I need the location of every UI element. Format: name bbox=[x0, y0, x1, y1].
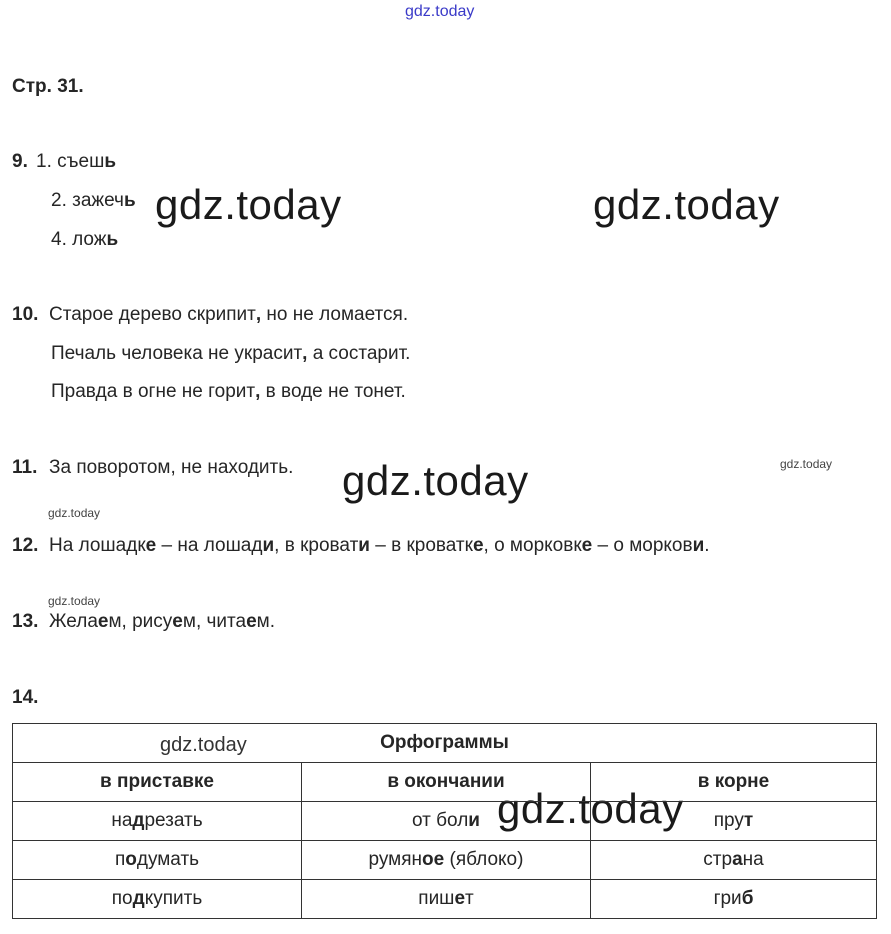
table-header: в приставке bbox=[13, 763, 302, 802]
task10-line: Печаль человека не украсит, а состарит. bbox=[51, 343, 411, 364]
table-cell: страна bbox=[591, 841, 877, 880]
watermark-large: gdz.today bbox=[497, 785, 684, 832]
task9-item: 4. ложь bbox=[51, 229, 119, 250]
table-row bbox=[13, 880, 877, 919]
page-title: Стр. 31. bbox=[12, 76, 84, 97]
orthogram-table bbox=[12, 723, 877, 919]
watermark-small: gdz.today bbox=[48, 594, 101, 608]
task-number: 14. bbox=[12, 687, 39, 708]
task-number: 9. bbox=[12, 151, 28, 172]
table-title: Орфограммы bbox=[380, 732, 509, 753]
watermark-large: gdz.today bbox=[342, 457, 529, 504]
table-cell: надрезать bbox=[13, 802, 302, 841]
watermark-large: gdz.today bbox=[593, 181, 780, 228]
table-cell: подкупить bbox=[13, 880, 302, 919]
task-number: 12. bbox=[12, 535, 39, 556]
table-title-cell bbox=[13, 724, 877, 763]
task11-text: За поворотом, не находить. bbox=[49, 457, 294, 478]
watermark-small: gdz.today bbox=[48, 506, 101, 520]
task12-text: На лошадке – на лошади, в кровати – в кроватке, о морковке – о моркови. bbox=[49, 535, 710, 556]
task-number: 10. bbox=[12, 304, 39, 325]
table-row bbox=[13, 802, 877, 841]
task9-item: 1. съешь bbox=[36, 151, 116, 172]
table-cell: гриб bbox=[591, 880, 877, 919]
task13-text: Желаем, рисуем, читаем. bbox=[49, 611, 275, 632]
task-number: 11. bbox=[12, 457, 38, 478]
watermark-table: gdz.today bbox=[160, 734, 247, 756]
table-header: в корне bbox=[591, 763, 877, 802]
table-cell: подумать bbox=[13, 841, 302, 880]
task10-line: Правда в огне не горит, в воде не тонет. bbox=[51, 381, 406, 402]
task10-line: Старое дерево скрипит, но не ломается. bbox=[49, 304, 409, 325]
task9-item: 2. зажечь bbox=[51, 190, 136, 211]
watermark-small: gdz.today bbox=[780, 457, 833, 471]
watermark-top: gdz.today bbox=[405, 3, 475, 20]
watermark-large: gdz.today bbox=[155, 181, 342, 228]
table-row bbox=[13, 841, 877, 880]
task-number: 13. bbox=[12, 611, 39, 632]
table-cell: прут bbox=[591, 802, 877, 841]
table-cell: от боли bbox=[302, 802, 591, 841]
table-cell: пишет bbox=[302, 880, 591, 919]
table-cell: румяное (яблоко) bbox=[302, 841, 591, 880]
table-header: в окончании bbox=[302, 763, 591, 802]
